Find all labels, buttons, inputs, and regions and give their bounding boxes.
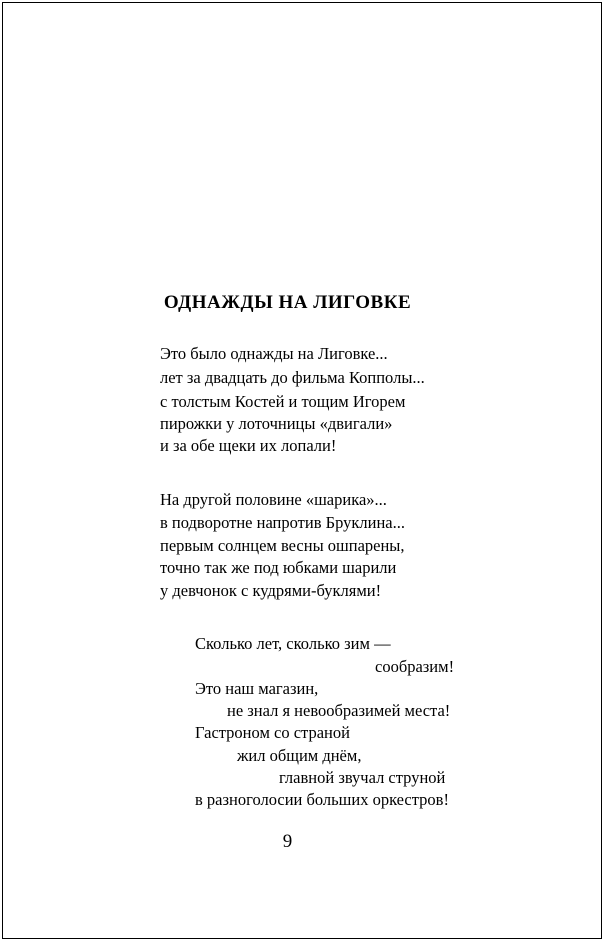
stanza2-line-2: в подворотне напротив Бруклина... <box>160 513 405 532</box>
stanza3-line-1: Сколько лет, сколько зим — <box>195 634 391 653</box>
stanza2-line-5: у девчонок с кудрями-буклями! <box>160 581 382 600</box>
stanza3-line-7: главной звучал струной <box>279 768 446 787</box>
poem-title: ОДНАЖДЫ НА ЛИГОВКЕ <box>163 292 412 313</box>
stanza1-line-5: и за обе щеки их лопали! <box>160 436 337 455</box>
stanza3-line-5: Гастроном со страной <box>195 723 350 742</box>
stanza2-line-4: точно так же под юбками шарили <box>160 558 397 577</box>
stanza1-line-2: лет за двадцать до фильма Копполы... <box>160 368 425 387</box>
stanza1-line-4: пирожки у лоточницы «двигали» <box>160 414 393 433</box>
stanza3-line-6: жил общим днём, <box>237 746 362 765</box>
stanza3-line-4: не знал я невообразимей места! <box>227 701 451 720</box>
stanza3-line-2: сообразим! <box>375 657 455 676</box>
stanza3-line-8: в разноголосии больших оркестров! <box>195 790 449 809</box>
stanza1-line-1: Это было однажды на Лиговке... <box>160 344 388 363</box>
stanza2-line-1: На другой половине «шарика»... <box>160 490 387 509</box>
stanza1-line-3: с толстым Костей и тощим Игорем <box>160 392 406 411</box>
stanza3-line-3: Это наш магазин, <box>195 679 319 698</box>
page-number: 9 <box>282 831 293 852</box>
stanza2-line-3: первым солнцем весны ошпарены, <box>160 536 405 555</box>
